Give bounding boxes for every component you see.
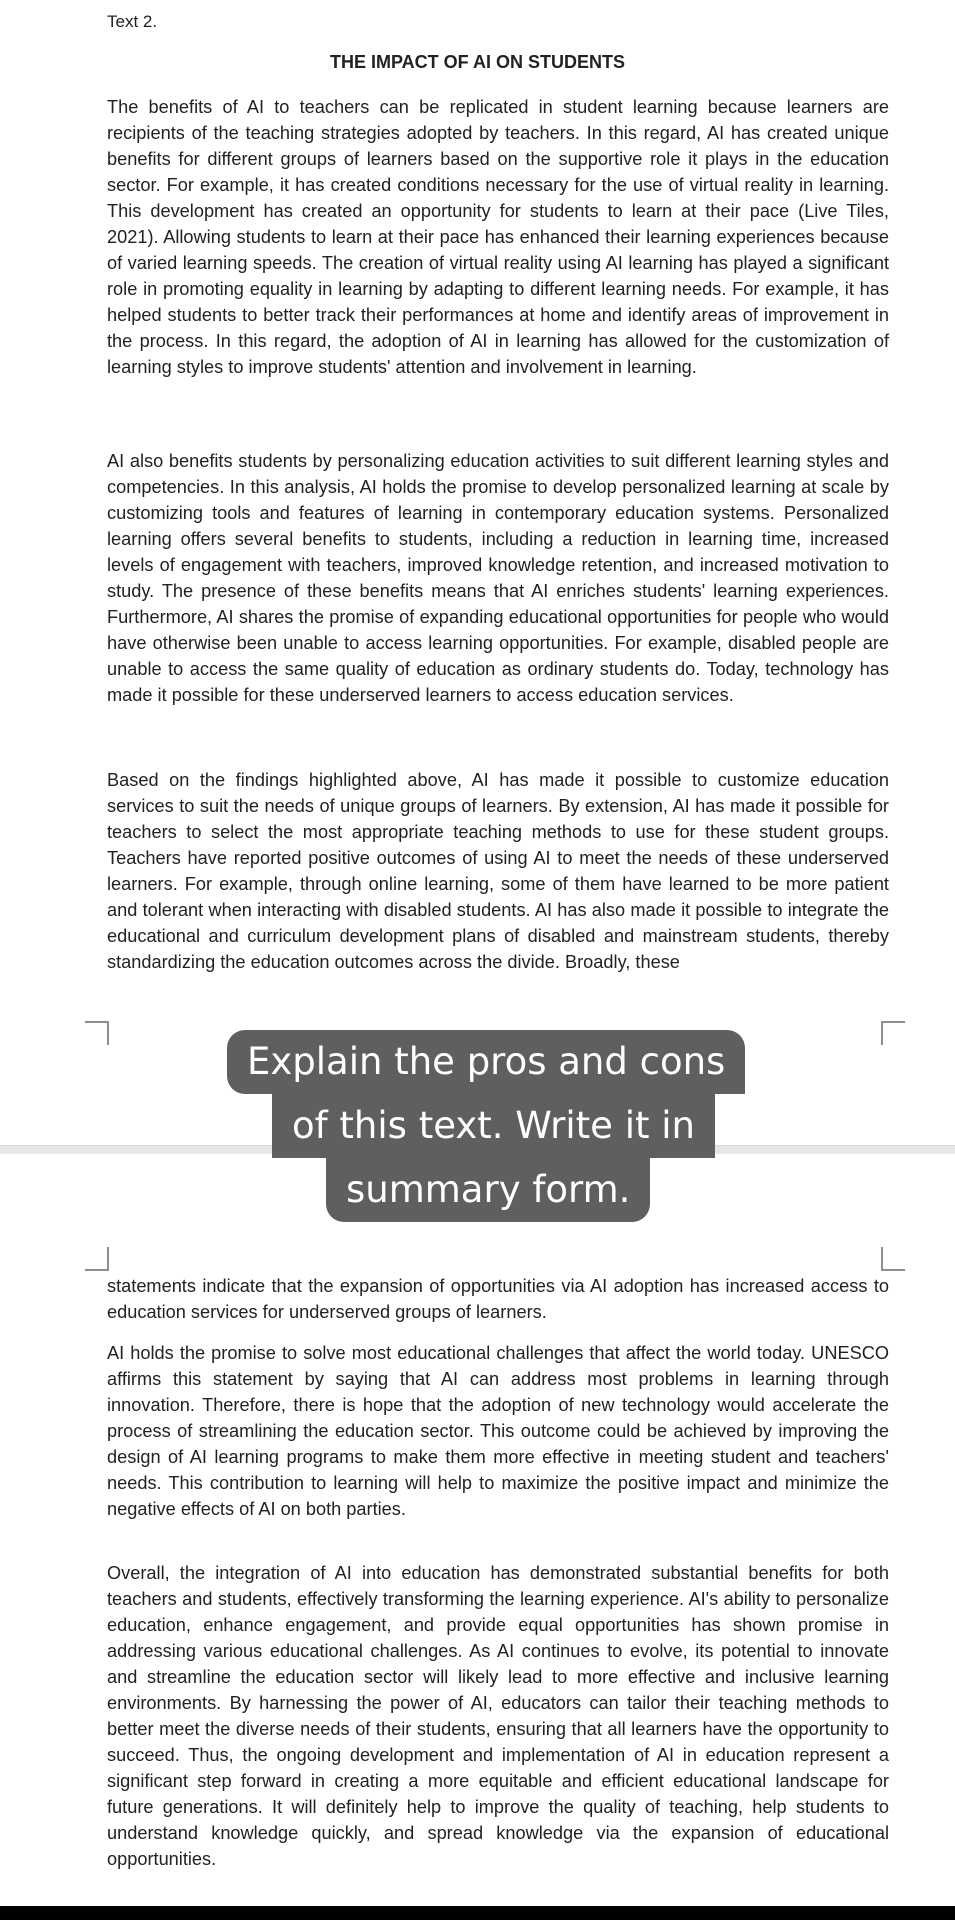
page-corner-mark (85, 1021, 109, 1045)
paragraph-1: The benefits of AI to teachers can be replicated in student learning because learners are recipients of the teaching strategies adopted by teachers. In this regard, AI has created unique benefits for different groups of learners based on the supportive role it plays in the education sector. For example, it has created conditions necessary for the use of virtual reality in learning. This development has created an opportunity for students to learn at their pace (Live Tiles, 2021). Allowing students to learn at their pace has enhanced their learning experiences because of varied learning speeds. The creation of virtual reality using AI learning has played a significant role in promoting equality in learning by adapting to different learning needs. For example, it has helped students to better track their performances at home and identify areas of improvement in the process. In this regard, the adoption of AI in learning has allowed for the customization of learning styles to improve students' attention and involvement in learning. (107, 97, 889, 377)
document-title: THE IMPACT OF AI ON STUDENTS (330, 52, 625, 72)
text-label: Text 2. (107, 12, 158, 31)
page-corner-mark (881, 1021, 905, 1045)
caption-line-2: of this text. Write it in (272, 1094, 715, 1158)
paragraph-4: statements indicate that the expansion of opportunities via AI adoption has increased access to education services for underserved groups of learners. (107, 1276, 889, 1322)
paragraph-2: AI also benefits students by personalizing education activities to suit different learning styles and competencies. In this analysis, AI holds the promise to develop personalized learning at scale by customizing tools and features of learning in contemporary education systems. Personalized learning offers several benefits to students, including a reduction in learning time, increased levels of engagement with teachers, improved knowledge retention, and increased motivation to study. The presence of these benefits means that AI enriches students' learning experiences. Furthermore, AI shares the promise of expanding educational opportunities for people who would have otherwise been unable to access learning opportunities. For example, disabled people are unable to access the same quality of education as ordinary students do. Today, technology has made it possible for these underserved learners to access education services. (107, 451, 889, 705)
page-corner-mark (85, 1247, 109, 1271)
screen-bottom-bar (0, 1906, 955, 1920)
paragraph-6: Overall, the integration of AI into education has demonstrated substantial benefits for both teachers and students, effectively transforming the learning experience. AI's ability to personalize education, enhance engagement, and provide equal opportunities has shown promise in addressing various educational challenges. As AI continues to evolve, its potential to innovate and streamline the education sector will likely lead to more effective and inclusive learning environments. By harnessing the power of AI, educators can tailor their teaching methods to better meet the diverse needs of their students, ensuring that all learners have the opportunity to succeed. Thus, the ongoing development and implementation of AI in education represent a significant step forward in creating a more equitable and efficient educational landscape for future generations. It will definitely help to improve the quality of teaching, help students to understand knowledge quickly, and spread knowledge via the expansion of educational opportunities. (107, 1563, 889, 1869)
caption-line-1: Explain the pros and cons (227, 1030, 745, 1094)
page-corner-mark (881, 1247, 905, 1271)
paragraph-5: AI holds the promise to solve most educational challenges that affect the world today. UNESCO affirms this statement by saying that AI can address most problems in learning through innovation. Therefore, there is hope that the adoption of new technology would accelerate the process of streamlining the education sector. This outcome could be achieved by improving the design of AI learning programs to make them more effective in meeting student and teachers' needs. This contribution to learning will help to maximize the positive impact and minimize the negative effects of AI on both parties. (107, 1343, 889, 1519)
paragraph-3: Based on the findings highlighted above, AI has made it possible to customize education services to suit the needs of unique groups of learners. By extension, AI has made it possible for teachers to select the most appropriate teaching methods to use for these student groups. Teachers have reported positive outcomes of using AI to meet the needs of these underserved learners. For example, through online learning, some of them have learned to be more patient and tolerant when interacting with disabled students. AI has also made it possible to integrate the educational and curriculum development plans of disabled and mainstream students, thereby standardizing the education outcomes across the divide. Broadly, these (107, 770, 889, 972)
caption-line-3: summary form. (326, 1158, 650, 1222)
